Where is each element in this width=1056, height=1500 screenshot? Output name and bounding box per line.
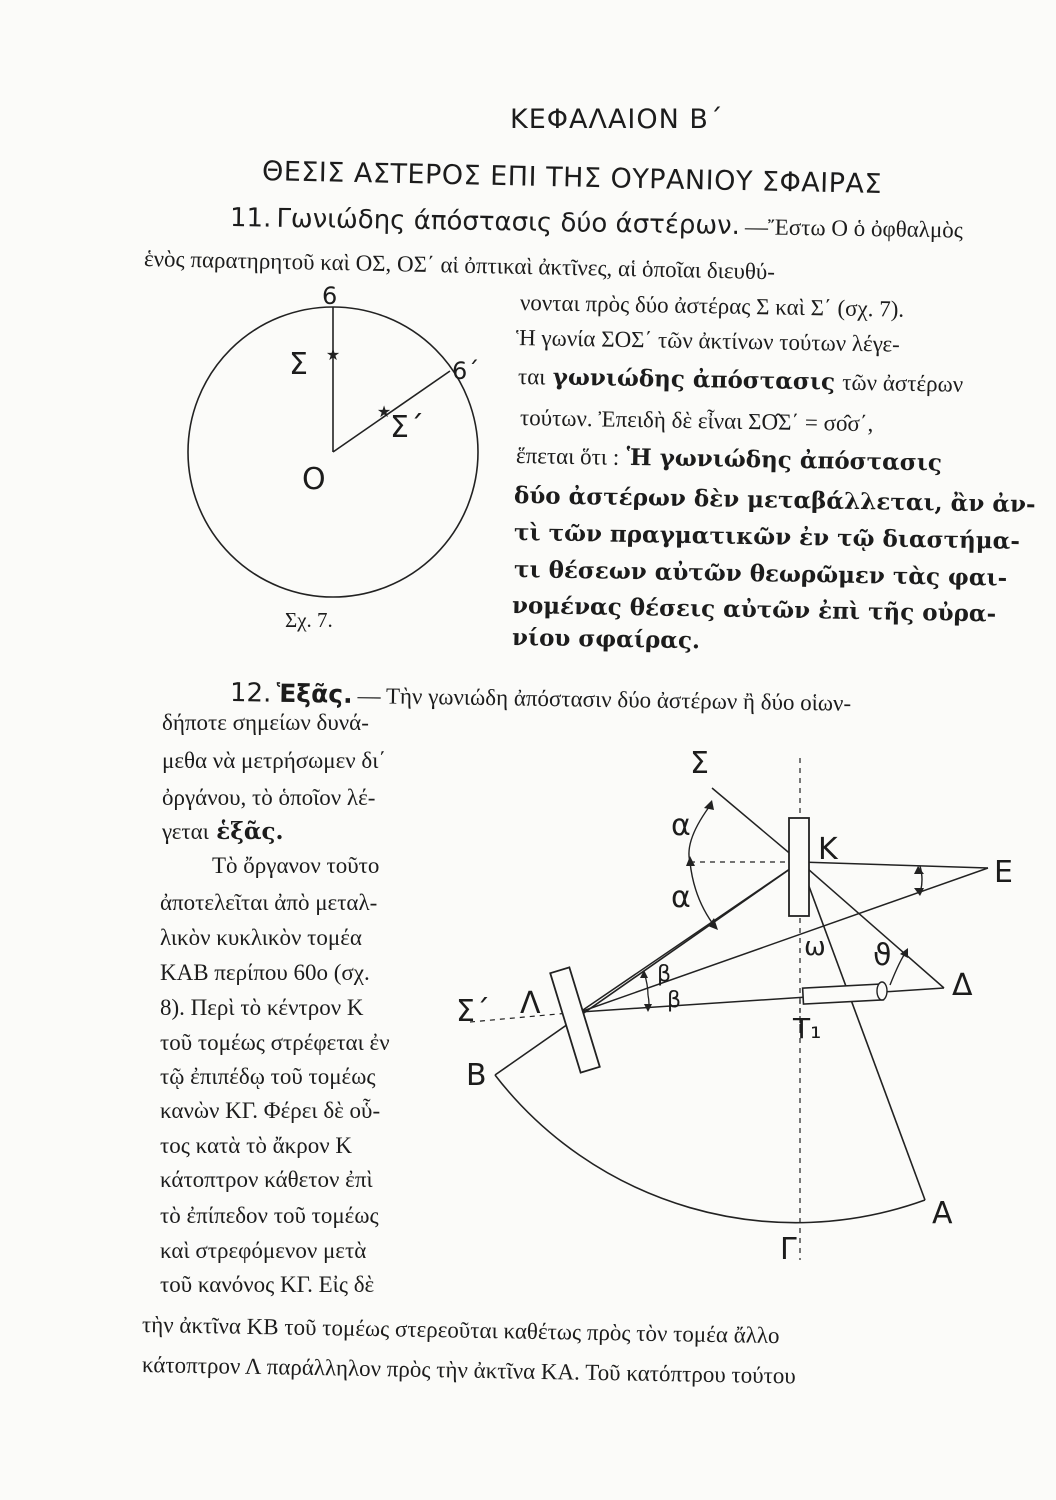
text-span: ται	[517, 364, 546, 390]
fig8-label-sigma-prime: Σ΄	[456, 994, 490, 1029]
mirror-lambda	[550, 967, 600, 1072]
section-12-number: 12.	[229, 678, 272, 709]
section-11-line: νονται πρὸς δύο ἀστέρας Σ καὶ Σ΄ (σχ. 7).	[519, 290, 905, 322]
rule-text: νίου σφαίρας.	[511, 624, 701, 655]
section-12-line: κάτοπτρον κάθετον ἐπὶ	[160, 1167, 373, 1192]
section-12-line: 8). Περὶ τὸ κέντρον Κ	[160, 995, 364, 1020]
fig7-label-origin: O	[302, 462, 326, 497]
section-12-line: Τὸ ὄργανον τοῦτο	[212, 853, 380, 878]
fig8-label-sigma: Σ	[690, 746, 709, 781]
fig8-label-e: E	[994, 855, 1013, 890]
arrow-icon	[900, 948, 908, 958]
ray-lambda-delta	[580, 988, 944, 1012]
alpha-arc-top	[689, 803, 712, 862]
section-12-line: δήποτε σημείων δυνά-	[162, 710, 369, 735]
rule-text: Ἡ γωνιώδης ἀπόστασις	[626, 443, 943, 477]
fig8-label-beta-bottom: β	[667, 988, 682, 1013]
arrow-icon	[704, 800, 714, 810]
section-12-first-line: — Τὴν γωνιώδη ἀπόστασιν δύο ἀστέρων ἢ δύο οἱων-	[357, 683, 852, 716]
section-11-line: ἑνὸς παρατηρητοῦ καὶ ΟΣ, ΟΣ΄ αἱ ὀπτικαὶ ἀκτῖνες, αἱ ὁποῖαι διευθύ-	[143, 246, 776, 285]
section-12-line: ὀργάνου, τὸ ὁποῖον λέ-	[162, 785, 376, 810]
sector-arc	[495, 1075, 925, 1223]
fig8-label-delta: Δ	[952, 968, 973, 1003]
fig7-label-s-prime: 6΄	[452, 357, 480, 385]
arrow-icon	[914, 866, 924, 874]
section-12-line: κανὼν ΚΓ. Φέρει δὲ οὗ-	[160, 1098, 381, 1123]
section-12-line: ἀποτελεῖται ἀπὸ μεταλ-	[160, 890, 378, 915]
section-11-line: —Ἔστω Ο ὁ ὀφθαλμὸς	[744, 214, 964, 243]
text-span: γεται	[162, 819, 209, 844]
arrow-icon	[640, 970, 648, 978]
section-12-line: τὸ ἐπίπεδον τοῦ τομέως	[160, 1203, 379, 1228]
section-11-line: τούτων. Ἐπειδὴ δὲ εἶναι ΣΟ̂Σ΄ = σο̂σ΄,	[519, 405, 874, 437]
fig8-label-gamma: Γ	[780, 1232, 797, 1267]
rule-text: τι θέσεων αὐτῶν θεωρῶμεν τὰς φαι-	[513, 556, 1008, 592]
fig8-label-omega: ω	[804, 932, 826, 962]
theta-arc	[890, 952, 906, 985]
section-12-line: τος κατὰ τὸ ἄκρον Κ	[160, 1133, 352, 1158]
fig7-label-sigma: Σ	[289, 347, 308, 382]
fig8-label-k: K	[818, 832, 838, 867]
star-sigma-prime-icon: ★	[376, 402, 392, 421]
chapter-title: ΘΕΣΙΣ ΑΣΤΕΡΟΣ ΕΠΙ ΤΗΣ ΟΥΡΑΝΙΟΥ ΣΦΑΙΡΑΣ	[261, 156, 883, 200]
section-11-line: Ἡ γωνία ΣΟΣ΄ τῶν ἀκτίνων τούτων λέγε-	[515, 325, 901, 357]
fig8-label-a: A	[932, 1196, 953, 1231]
fig7-label-s: 6	[322, 282, 338, 310]
mirror-k	[789, 818, 809, 916]
section-12-line: καὶ στρεφόμενον μετὰ	[160, 1238, 367, 1263]
text-span: ἕπεται ὅτι :	[515, 443, 620, 470]
section-12-line: τοῦ τομέως στρέφεται ἐν	[160, 1030, 390, 1055]
rule-text: δύο ἀστέρων δὲν μεταβάλλεται, ἂν ἀν-	[513, 482, 1036, 519]
text-span: τῶν ἀστέρων	[842, 369, 964, 397]
rule-text: νομένας θέσεις αὐτῶν ἐπὶ τῆς οὐρα-	[511, 592, 997, 628]
fig8-label-alpha-top: α	[671, 808, 691, 843]
term-sextant: ἑξᾶς.	[216, 818, 284, 845]
arrow-icon	[914, 888, 924, 896]
fig8-label-alpha-bottom: α	[671, 880, 691, 915]
ray-sigma-k	[712, 788, 800, 862]
section-12-title: Ἑξᾶς.	[276, 678, 353, 709]
section-11-title: Γωνιώδης άπόστασις δύο άστέρων.	[276, 203, 741, 242]
section-12-line: τοῦ κανόνος ΚΓ. Εἰς δὲ	[160, 1272, 375, 1297]
section-12-bottom-line: τὴν ἀκτῖνα ΚΒ τοῦ τομέως στερεοῦται καθέτως πρὸς τὸν τομέα ἄλλο	[141, 1312, 780, 1349]
alpha-arc-bottom	[690, 862, 716, 928]
section-11-number: 11.	[229, 203, 272, 234]
fig8-label-beta-top: β	[657, 962, 672, 987]
section-12-line: μεθα νὰ μετρήσωμεν δι΄	[162, 748, 387, 773]
arrow-icon	[686, 856, 695, 866]
telescope-eyepiece	[877, 982, 887, 1000]
fig7-label-sigma-prime: Σ΄	[390, 410, 424, 445]
section-12-line: τῷ ἐπιπέδῳ τοῦ τομέως	[160, 1064, 376, 1089]
section-12-bottom-line: κάτοπτρον Λ παράλληλον πρὸς τὴν ἀκτῖνα ΚΑ. Τοῦ κατόπτρου τούτου	[141, 1352, 796, 1389]
fig8-label-theta: ϑ	[873, 938, 892, 973]
chapter-heading: ΚΕΦΑΛΑΙΟΝ Β΄	[510, 104, 724, 135]
fig7-caption: Σχ. 7.	[285, 608, 333, 632]
section-12-line: λικὸν κυκλικὸν τομέα	[160, 925, 362, 950]
star-sigma-icon: ★	[325, 345, 341, 364]
fig8-label-lambda: Λ	[520, 986, 541, 1021]
section-12-line: ΚΑΒ περίπου 60ο (σχ.	[160, 960, 370, 985]
fig8-label-b: B	[466, 1058, 487, 1093]
fig8-label-t1: T₁	[793, 1012, 822, 1045]
rule-text: τὶ τῶν πραγματικῶν ἐν τῷ διαστήμα-	[513, 519, 1021, 555]
telescope	[803, 984, 884, 1004]
term-angular-distance: γωνιώδης ἀπόστασις	[552, 363, 836, 396]
ray-lambda-e	[580, 868, 988, 1012]
